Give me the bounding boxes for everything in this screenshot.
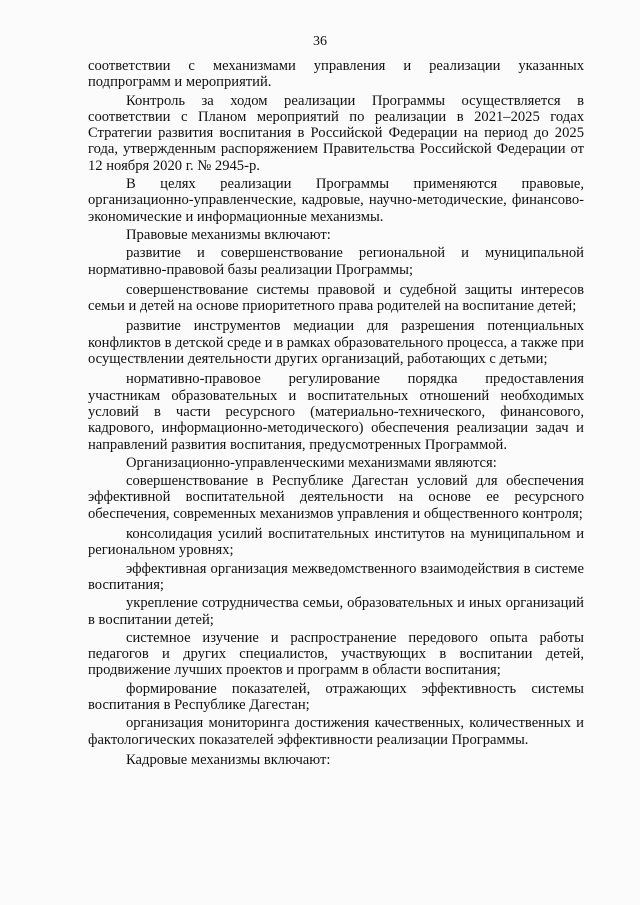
paragraph: эффективная организация межведомственного взаимодействия в системе воспитания; [88, 560, 584, 593]
paragraph: совершенствование в Республике Дагестан условий для обеспечения эффективной воспитательной деятельности на основе ее ресурсного обеспечения, современных механизмов управления и общественного контроля; [88, 473, 584, 522]
paragraph: Организационно-управленческими механизмами являются: [126, 454, 497, 471]
paragraph: нормативно-правовое регулирование порядка предоставления участникам образовательных и воспитательных отношений необходимых условий в части ресурсного (материально-технического, финансового, кадрового, информационно-методического) обеспечения реализации задач и направлений развития воспитания, предусмотренных Программой. [88, 371, 584, 453]
page-number: 36 [313, 34, 327, 49]
document-body [88, 58, 584, 770]
paragraph: формирование показателей, отражающих эффективность системы воспитания в Республике Дагестан; [88, 680, 584, 713]
paragraph: Контроль за ходом реализации Программы осуществляется в соответствии с Планом мероприятий по реализации в 2021–2025 годах Стратегии развития воспитания в Российской Федерации на период до 2025 года, утвержденным распоряжением Правительства Российской Федерации от 12 ноября 2020 г. № 2945-р. [88, 92, 584, 174]
paragraph: системное изучение и распространение передового опыта работы педагогов и других специалистов, участвующих в воспитании детей, продвижение лучших проектов и программ в области воспитания; [88, 629, 584, 679]
paragraph: организация мониторинга достижения качественных, количественных и фактологических показателей эффективности реализации Программы. [88, 715, 584, 748]
paragraph: развитие и совершенствование региональной и муниципальной нормативно-правовой базы реализации Программы; [88, 245, 584, 278]
paragraph: соответствии с механизмами управления и реализации указанных подпрограмм и мероприятий. [88, 58, 584, 91]
paragraph: Правовые механизмы включают: [126, 226, 331, 243]
paragraph: развитие инструментов медиации для разрешения потенциальных конфликтов в детской среде и в рамках образовательного процесса, а также при осуществлении деятельности других организаций, работающих с детьми; [88, 318, 584, 368]
paragraph: В целях реализации Программы применяются правовые, организационно-управленческие, кадровые, научно-методические, финансово-экономические и информационные механизмы. [88, 176, 584, 225]
paragraph: укрепление сотрудничества семьи, образовательных и иных организаций в воспитании детей; [88, 595, 584, 628]
paragraph: совершенствование системы правовой и судебной защиты интересов семьи и детей на основе приоритетного права родителей на воспитание детей; [88, 281, 584, 315]
paragraph: консолидация усилий воспитательных институтов на муниципальном и региональном уровнях; [88, 526, 584, 559]
paragraph: Кадровые механизмы включают: [126, 751, 331, 768]
